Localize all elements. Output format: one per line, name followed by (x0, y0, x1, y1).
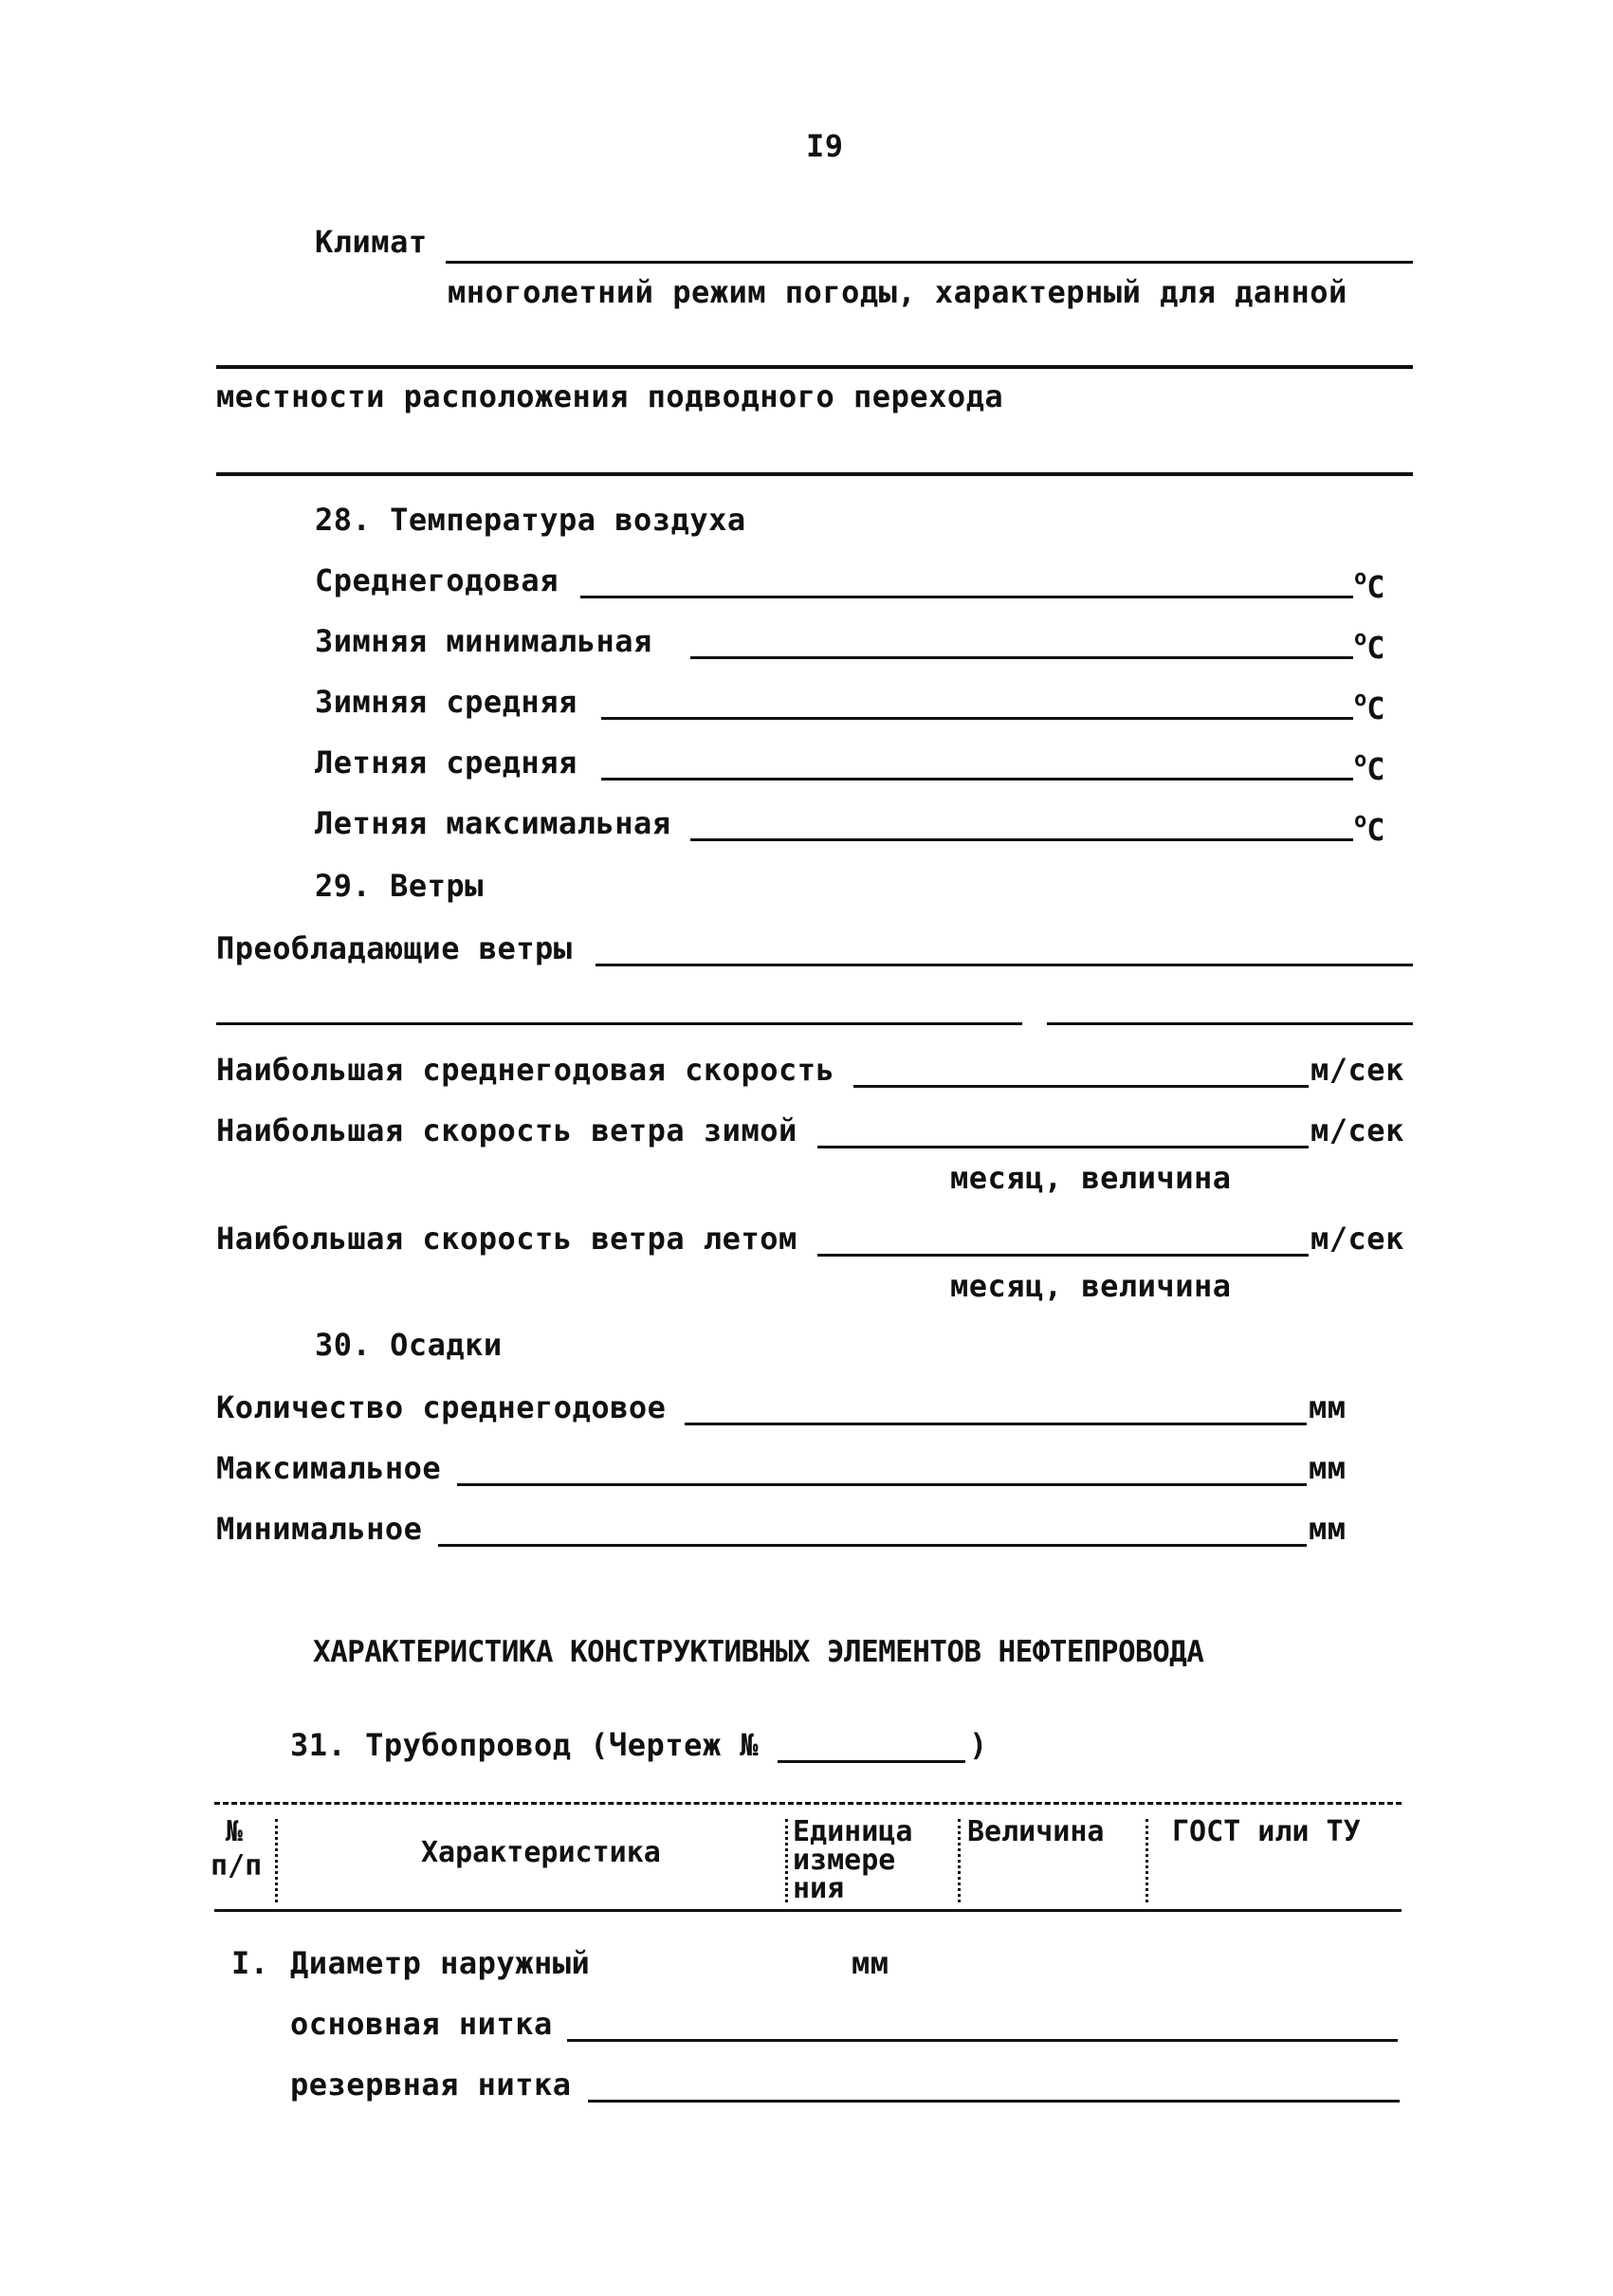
temp-summer-avg-field[interactable] (601, 778, 1353, 781)
col-char: Характеристика (421, 1836, 661, 1869)
climate-label: Климат (315, 224, 428, 260)
table-top-rule (214, 1802, 1402, 1805)
col-unit-1: Единица (793, 1815, 913, 1848)
precip-max-field[interactable] (457, 1483, 1307, 1486)
precip-min-field[interactable] (438, 1544, 1307, 1547)
col-num-2: п/п (211, 1849, 263, 1883)
winds-summer-unit: м/сек (1311, 1221, 1404, 1257)
winds-summer-label: Наибольшая скорость ветра летом (216, 1221, 797, 1257)
precip-max-unit: мм (1309, 1450, 1347, 1486)
row1-reserve-field[interactable] (588, 2100, 1400, 2103)
col-num-1: № (226, 1815, 244, 1848)
winds-summer-field[interactable] (817, 1254, 1309, 1257)
winds-prevailing-field-2b[interactable] (1047, 1022, 1413, 1025)
winds-prevailing-field[interactable] (596, 964, 1413, 966)
col-unit-3: ния (793, 1872, 845, 1905)
table-header-rule (214, 1909, 1402, 1912)
precip-heading: 30. Осадки (315, 1327, 503, 1363)
temp-winter-min-field[interactable] (690, 656, 1353, 659)
precip-max-label: Максимальное (216, 1450, 442, 1486)
temp-label-winter-avg: Зимняя средняя (315, 684, 577, 720)
precip-min-label: Минимальное (216, 1511, 423, 1547)
pipeline-drawing-field[interactable] (778, 1760, 965, 1763)
climate-line-3[interactable] (216, 472, 1413, 476)
winds-winter-label: Наибольшая скорость ветра зимой (216, 1112, 797, 1148)
precip-avg-unit: мм (1309, 1389, 1347, 1425)
pipeline-heading-close: ) (969, 1727, 988, 1763)
col-unit-2: измере (793, 1844, 896, 1877)
winds-summer-hint: месяц, величина (950, 1268, 1232, 1304)
col-divider-4 (1146, 1819, 1148, 1902)
temp-label-summer-avg: Летняя средняя (315, 744, 577, 781)
temp-annual-unit: $^o$C (1354, 566, 1385, 605)
pipeline-heading: 31. Трубопровод (Чертеж № (290, 1727, 760, 1763)
temp-label-summer-max: Летняя максимальная (315, 805, 671, 841)
precip-avg-label: Количество среднегодовое (216, 1389, 667, 1425)
temp-label-winter-min: Зимняя минимальная (315, 623, 652, 659)
page-number: I9 (806, 128, 844, 164)
climate-hint-2: местности расположения подводного перехода (216, 378, 1004, 414)
temp-winter-min-unit: $^o$C (1354, 627, 1385, 666)
climate-line-2[interactable] (216, 365, 1413, 369)
col-divider-1 (275, 1819, 278, 1902)
winds-avg-label: Наибольшая среднегодовая скорость (216, 1052, 835, 1088)
temp-winter-avg-field[interactable] (601, 717, 1353, 720)
row1-num: I. (231, 1945, 269, 1981)
air-temp-heading: 28. Температура воздуха (315, 502, 746, 538)
winds-winter-field[interactable] (817, 1146, 1309, 1148)
precip-min-unit: мм (1309, 1511, 1347, 1547)
temp-winter-avg-unit: $^o$C (1354, 688, 1385, 726)
row1-reserve-label: резервная нитка (290, 2066, 572, 2103)
winds-prevailing-field-2a[interactable] (216, 1022, 1022, 1025)
winds-avg-unit: м/сек (1311, 1052, 1404, 1088)
row1-main-field[interactable] (567, 2039, 1398, 2042)
temp-annual-field[interactable] (580, 596, 1353, 598)
winds-winter-unit: м/сек (1311, 1112, 1404, 1148)
section-title: ХАРАКТЕРИСТИКА КОНСТРУКТИВНЫХ ЭЛЕМЕНТОВ НЕФТЕПРОВОДА (313, 1635, 1204, 1669)
col-divider-3 (958, 1819, 961, 1902)
row1-unit: мм (852, 1945, 889, 1981)
temp-summer-avg-unit: $^o$C (1354, 748, 1385, 787)
winds-avg-field[interactable] (853, 1085, 1309, 1088)
col-value: Величина (967, 1815, 1105, 1848)
winds-heading: 29. Ветры (315, 868, 484, 904)
row1-label: Диаметр наружный (290, 1945, 591, 1981)
winds-prevailing-label: Преобладающие ветры (216, 930, 573, 966)
temp-summer-max-unit: $^o$C (1354, 809, 1385, 848)
precip-avg-field[interactable] (685, 1423, 1307, 1425)
temp-label-annual: Среднегодовая (315, 562, 559, 598)
row1-main-label: основная нитка (290, 2006, 553, 2042)
climate-hint-1: многолетний режим погоды, характерный для данной (448, 274, 1347, 310)
col-divider-2 (785, 1819, 788, 1902)
temp-summer-max-field[interactable] (690, 838, 1353, 841)
col-gost: ГОСТ или ТУ (1172, 1815, 1361, 1848)
winds-winter-hint: месяц, величина (950, 1160, 1232, 1196)
climate-line[interactable] (446, 261, 1413, 264)
